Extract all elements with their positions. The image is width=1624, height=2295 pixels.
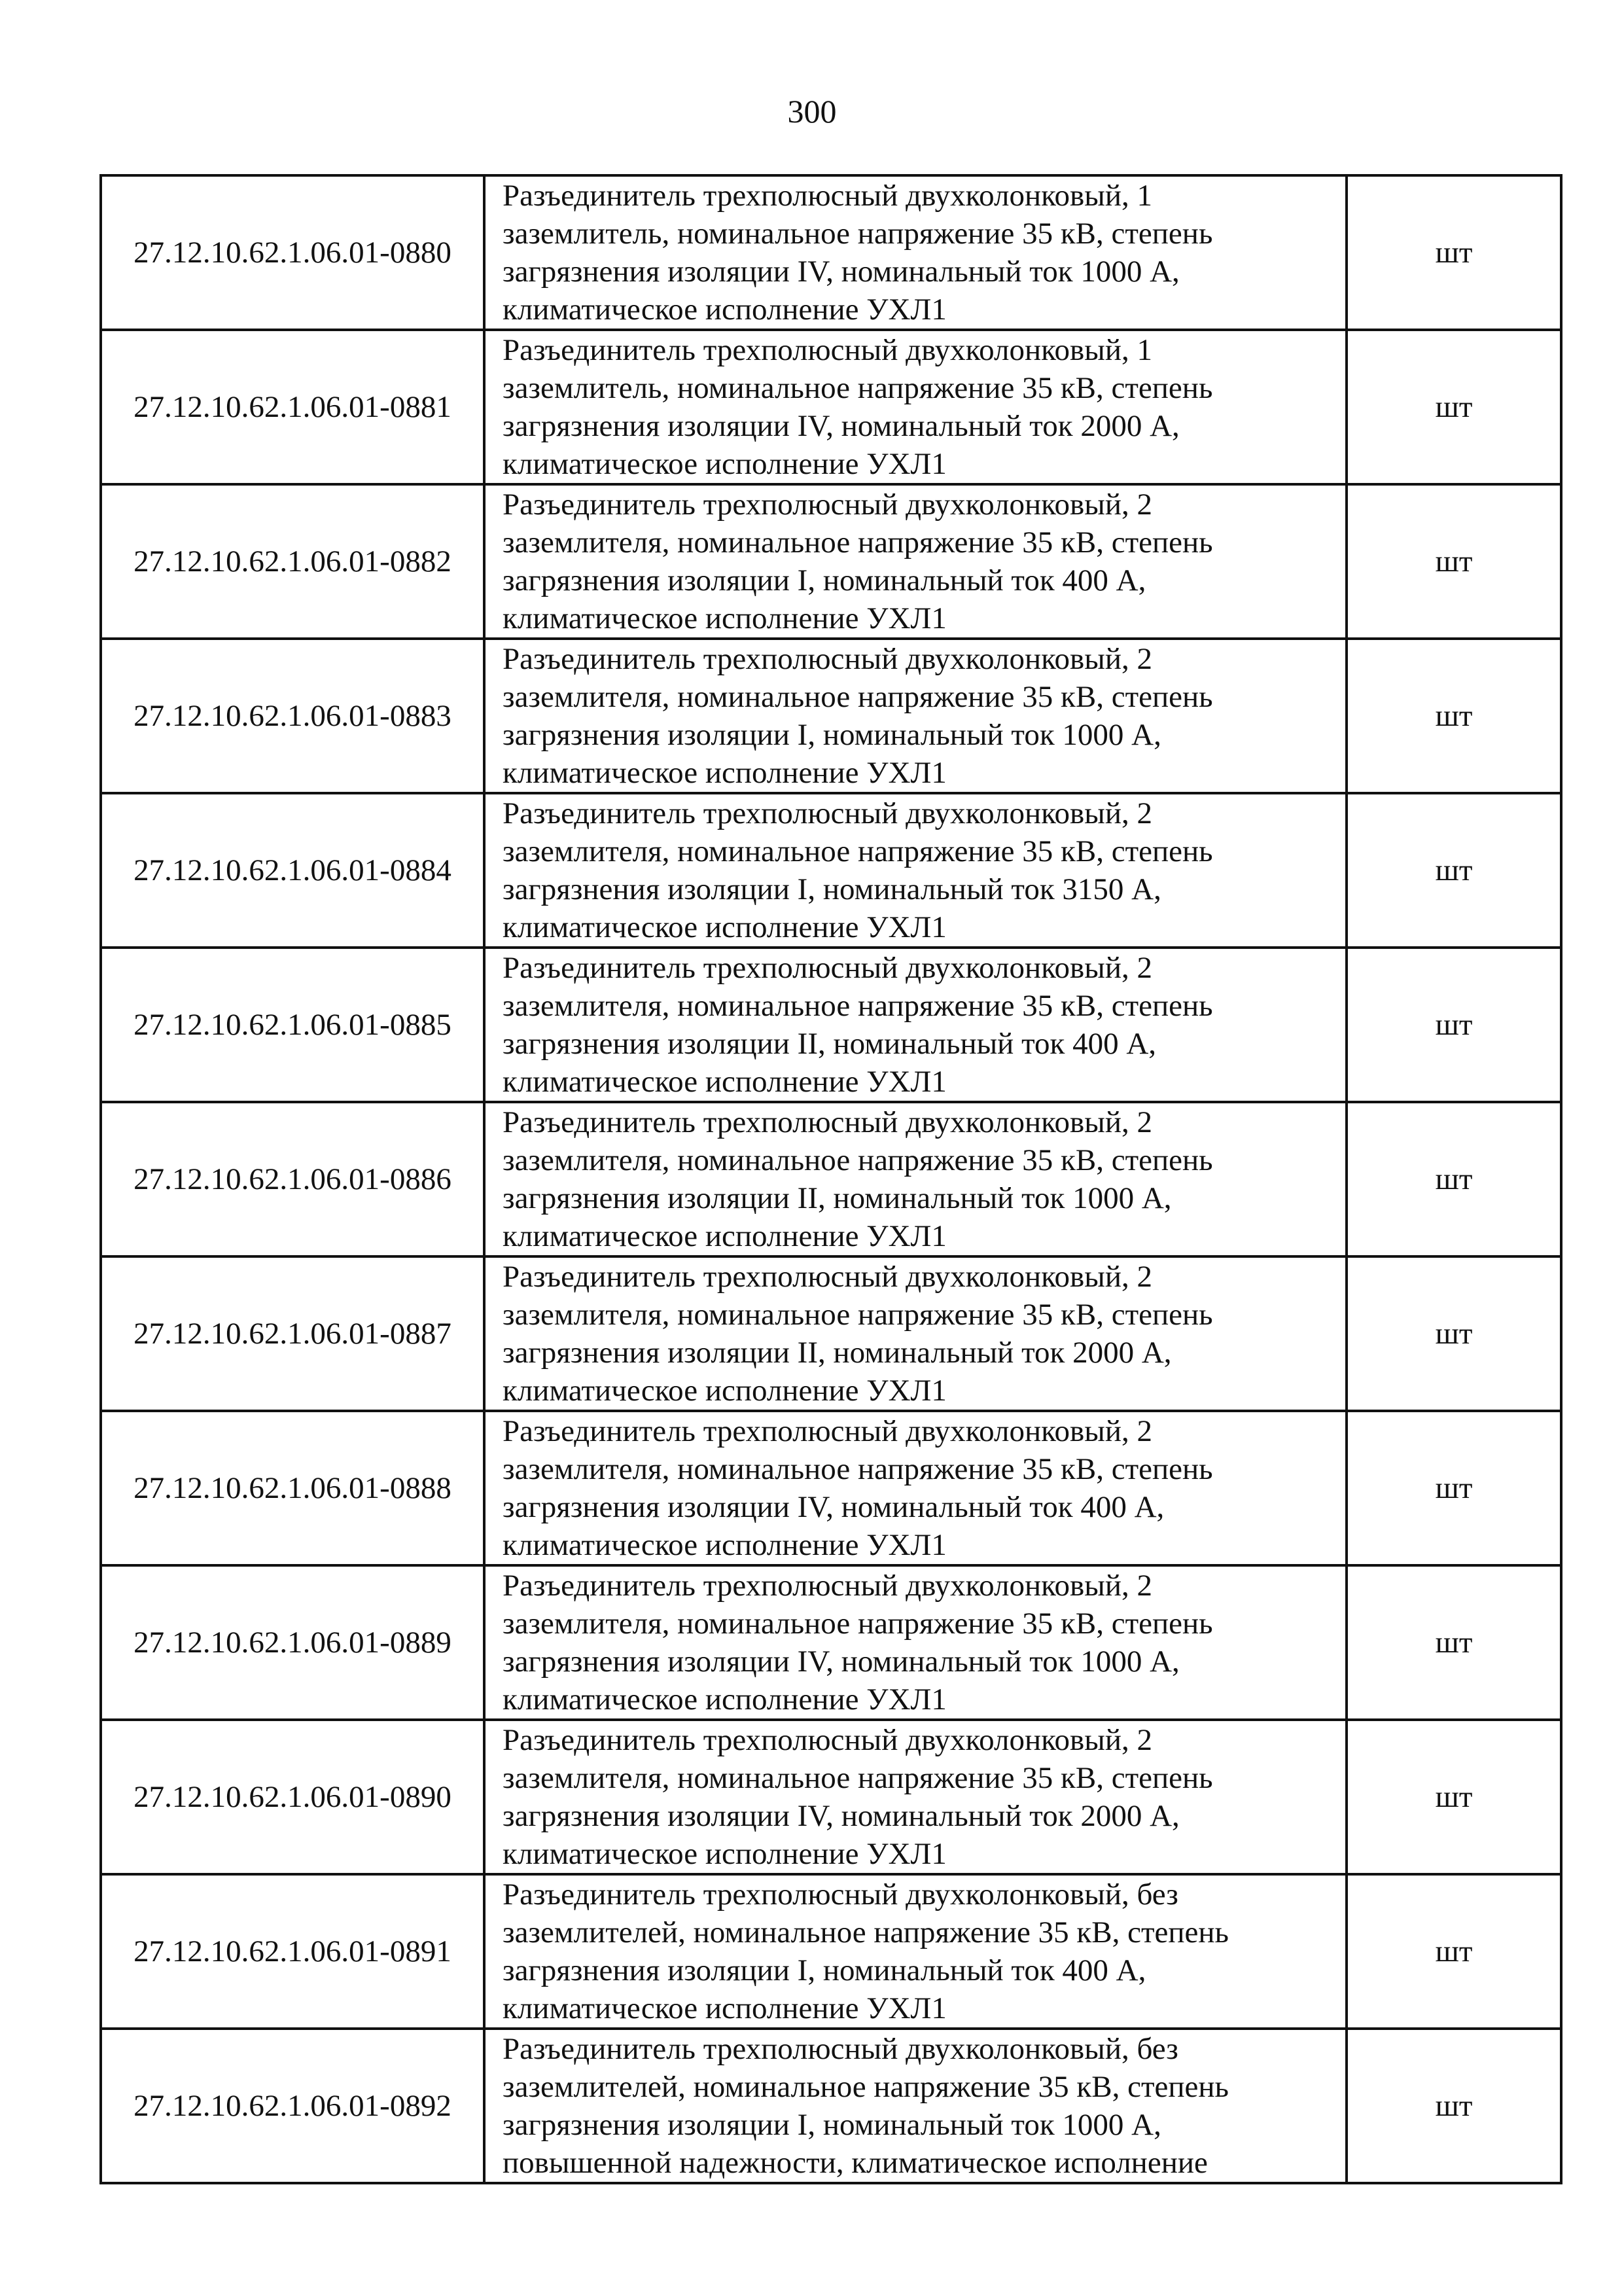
item-description-line: заземлитель, номинальное напряжение 35 кВ, степень xyxy=(503,217,1213,251)
item-description-line: заземлитель, номинальное напряжение 35 кВ, степень xyxy=(503,371,1213,405)
item-description xyxy=(484,1874,1347,2029)
item-description-line: Разъединитель трехполюсный двухколонковый, 2 xyxy=(503,1260,1152,1294)
items-table-body xyxy=(101,175,1561,2183)
table-row xyxy=(101,330,1561,484)
item-description-line: климатическое исполнение УХЛ1 xyxy=(503,1682,947,1717)
item-unit: шт xyxy=(1347,948,1561,1102)
page-number: 300 xyxy=(787,93,837,130)
table-row xyxy=(101,484,1561,639)
item-description xyxy=(484,793,1347,948)
item-description-line: климатическое исполнение УХЛ1 xyxy=(503,601,947,635)
item-description-line: Разъединитель трехполюсный двухколонковый, без xyxy=(503,1877,1178,1912)
item-description xyxy=(484,2029,1347,2183)
item-description-line: заземлителя, номинальное напряжение 35 кВ, степень xyxy=(503,1452,1213,1486)
item-description-line: загрязнения изоляции I, номинальный ток 400 А, xyxy=(503,563,1146,597)
item-description-line: загрязнения изоляции IV, номинальный ток 1000 А, xyxy=(503,255,1180,289)
table-row xyxy=(101,1565,1561,1720)
item-description xyxy=(484,1256,1347,1411)
item-description xyxy=(484,175,1347,330)
item-description-line: заземлителя, номинальное напряжение 35 кВ, степень xyxy=(503,525,1213,560)
item-description-line: Разъединитель трехполюсный двухколонковый, 2 xyxy=(503,1105,1152,1139)
item-code: 27.12.10.62.1.06.01-0892 xyxy=(101,2029,484,2183)
item-unit: шт xyxy=(1347,175,1561,330)
item-description-line: заземлителя, номинальное напряжение 35 кВ, степень xyxy=(503,1761,1213,1795)
item-description-line: заземлителя, номинальное напряжение 35 кВ, степень xyxy=(503,834,1213,868)
item-description-line: загрязнения изоляции I, номинальный ток 3150 А, xyxy=(503,872,1161,906)
item-description-line: заземлителя, номинальное напряжение 35 кВ, степень xyxy=(503,989,1213,1023)
item-unit: шт xyxy=(1347,1256,1561,1411)
item-code: 27.12.10.62.1.06.01-0880 xyxy=(101,175,484,330)
item-description-line: Разъединитель трехполюсный двухколонковый, 1 xyxy=(503,179,1152,213)
item-description xyxy=(484,1565,1347,1720)
item-description-line: Разъединитель трехполюсный двухколонковый, 2 xyxy=(503,1569,1152,1603)
item-description-line: климатическое исполнение УХЛ1 xyxy=(503,756,947,790)
table-row xyxy=(101,175,1561,330)
item-description-line: климатическое исполнение УХЛ1 xyxy=(503,1374,947,1408)
item-unit: шт xyxy=(1347,639,1561,793)
item-description-line: загрязнения изоляции I, номинальный ток 1000 А, xyxy=(503,718,1161,752)
item-unit: шт xyxy=(1347,330,1561,484)
item-description-line: климатическое исполнение УХЛ1 xyxy=(503,1991,947,2025)
item-description-line: загрязнения изоляции II, номинальный ток 400 А, xyxy=(503,1027,1157,1061)
item-description-line: климатическое исполнение УХЛ1 xyxy=(503,1219,947,1253)
item-description-line: загрязнения изоляции II, номинальный ток 2000 А, xyxy=(503,1336,1172,1370)
item-description-line: заземлителей, номинальное напряжение 35 кВ, степень xyxy=(503,2070,1229,2104)
item-unit: шт xyxy=(1347,1720,1561,1874)
item-description-line: повышенной надежности, климатическое исполнение xyxy=(503,2146,1208,2180)
item-code: 27.12.10.62.1.06.01-0887 xyxy=(101,1256,484,1411)
item-code: 27.12.10.62.1.06.01-0889 xyxy=(101,1565,484,1720)
item-unit: шт xyxy=(1347,1411,1561,1565)
item-description xyxy=(484,330,1347,484)
item-description-line: Разъединитель трехполюсный двухколонковый, без xyxy=(503,2032,1178,2066)
item-description xyxy=(484,948,1347,1102)
item-description xyxy=(484,484,1347,639)
item-description-line: загрязнения изоляции IV, номинальный ток 400 А, xyxy=(503,1490,1165,1524)
item-code: 27.12.10.62.1.06.01-0886 xyxy=(101,1102,484,1256)
item-description-line: Разъединитель трехполюсный двухколонковый, 2 xyxy=(503,1723,1152,1757)
item-code: 27.12.10.62.1.06.01-0883 xyxy=(101,639,484,793)
item-code: 27.12.10.62.1.06.01-0885 xyxy=(101,948,484,1102)
item-code: 27.12.10.62.1.06.01-0881 xyxy=(101,330,484,484)
item-description-line: Разъединитель трехполюсный двухколонковый, 2 xyxy=(503,796,1152,830)
item-unit: шт xyxy=(1347,1565,1561,1720)
item-unit: шт xyxy=(1347,1102,1561,1256)
item-description xyxy=(484,639,1347,793)
table-row xyxy=(101,948,1561,1102)
item-description-line: климатическое исполнение УХЛ1 xyxy=(503,293,947,327)
item-code: 27.12.10.62.1.06.01-0891 xyxy=(101,1874,484,2029)
item-description-line: заземлителя, номинальное напряжение 35 кВ, степень xyxy=(503,1143,1213,1177)
table-row xyxy=(101,2029,1561,2183)
item-unit: шт xyxy=(1347,1874,1561,2029)
item-description-line: климатическое исполнение УХЛ1 xyxy=(503,1837,947,1871)
table-row xyxy=(101,1874,1561,2029)
item-description-line: загрязнения изоляции IV, номинальный ток 2000 А, xyxy=(503,1799,1180,1833)
item-description-line: заземлителя, номинальное напряжение 35 кВ, степень xyxy=(503,1298,1213,1332)
item-description-line: Разъединитель трехполюсный двухколонковый, 2 xyxy=(503,951,1152,985)
table-row xyxy=(101,1720,1561,1874)
item-code: 27.12.10.62.1.06.01-0890 xyxy=(101,1720,484,1874)
table-row xyxy=(101,1256,1561,1411)
item-description-line: климатическое исполнение УХЛ1 xyxy=(503,1528,947,1562)
item-description-line: заземлителя, номинальное напряжение 35 кВ, степень xyxy=(503,680,1213,714)
item-unit: шт xyxy=(1347,2029,1561,2183)
item-code: 27.12.10.62.1.06.01-0888 xyxy=(101,1411,484,1565)
item-description-line: загрязнения изоляции IV, номинальный ток 1000 А, xyxy=(503,1645,1180,1679)
item-description-line: загрязнения изоляции IV, номинальный ток 2000 А, xyxy=(503,409,1180,443)
item-unit: шт xyxy=(1347,484,1561,639)
items-table xyxy=(99,174,1562,2184)
item-description-line: климатическое исполнение УХЛ1 xyxy=(503,1065,947,1099)
table-row xyxy=(101,1411,1561,1565)
item-description-line: заземлителей, номинальное напряжение 35 кВ, степень xyxy=(503,1915,1229,1949)
item-description-line: загрязнения изоляции I, номинальный ток 400 А, xyxy=(503,1953,1146,1987)
table-row xyxy=(101,1102,1561,1256)
item-description-line: загрязнения изоляции I, номинальный ток 1000 А, xyxy=(503,2108,1161,2142)
item-code: 27.12.10.62.1.06.01-0884 xyxy=(101,793,484,948)
item-description xyxy=(484,1102,1347,1256)
item-description-line: Разъединитель трехполюсный двухколонковый, 1 xyxy=(503,333,1152,367)
item-description-line: Разъединитель трехполюсный двухколонковый, 2 xyxy=(503,1414,1152,1448)
item-description-line: климатическое исполнение УХЛ1 xyxy=(503,447,947,481)
item-unit: шт xyxy=(1347,793,1561,948)
item-description-line: заземлителя, номинальное напряжение 35 кВ, степень xyxy=(503,1607,1213,1641)
item-description-line: Разъединитель трехполюсный двухколонковый, 2 xyxy=(503,642,1152,676)
item-description xyxy=(484,1720,1347,1874)
item-code: 27.12.10.62.1.06.01-0882 xyxy=(101,484,484,639)
item-description-line: Разъединитель трехполюсный двухколонковый, 2 xyxy=(503,488,1152,522)
item-description-line: климатическое исполнение УХЛ1 xyxy=(503,910,947,944)
table-row xyxy=(101,793,1561,948)
item-description xyxy=(484,1411,1347,1565)
table-row xyxy=(101,639,1561,793)
item-description-line: загрязнения изоляции II, номинальный ток 1000 А, xyxy=(503,1181,1172,1215)
